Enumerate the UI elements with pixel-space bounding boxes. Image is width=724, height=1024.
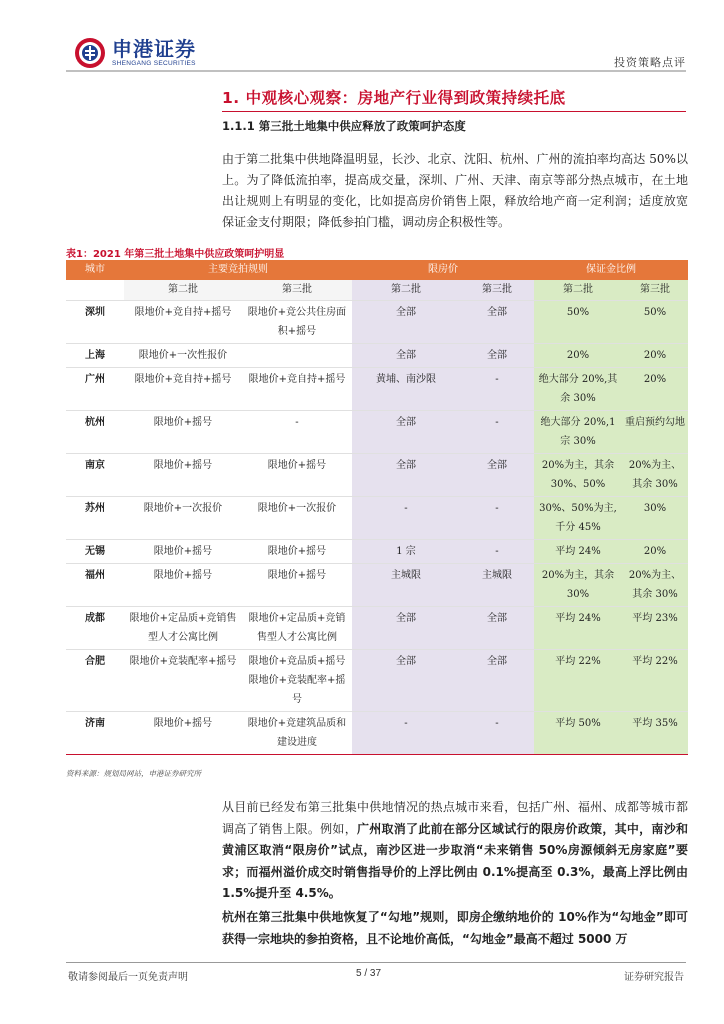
cell-deposit-batch3: 30% xyxy=(622,497,688,540)
cell-rule-batch2: 限地价+定品质+竞销售型人才公寓比例 xyxy=(124,607,242,650)
cell-deposit-batch2: 绝大部分 20%,其余 30% xyxy=(534,368,622,411)
cell-price-batch2: - xyxy=(352,712,460,755)
cell-deposit-batch3: 20% xyxy=(622,368,688,411)
table-caption: 表1：2021 年第三批土地集中供应政策呵护明显 xyxy=(66,249,285,260)
cell-price-batch3: 全部 xyxy=(460,454,534,497)
cell-price-batch2: 全部 xyxy=(352,607,460,650)
table-row xyxy=(66,454,688,497)
subheader-price-batch2: 第二批 xyxy=(352,280,460,301)
cell-rule-batch3: 限地价+竞自持+摇号 xyxy=(242,368,352,411)
cell-price-batch3: - xyxy=(460,368,534,411)
cell-price-batch2: 全部 xyxy=(352,454,460,497)
cell-deposit-batch3: 平均 23% xyxy=(622,607,688,650)
table-header-row xyxy=(66,260,688,280)
table-row xyxy=(66,344,688,368)
cell-deposit-batch3: 20% xyxy=(622,540,688,564)
analysis-paragraph-normal: 从目前已经发布第三批集中供地情况的热点城市来看，包括广州、福州、成都等城市都调高了销售上限。例如， xyxy=(222,800,688,836)
table-source-note: 资料来源：规划局网站，申港证券研究所 xyxy=(66,769,201,778)
analysis-paragraph xyxy=(222,797,688,905)
cell-price-batch2: 1 宗 xyxy=(352,540,460,564)
subheader-rule-batch2: 第二批 xyxy=(124,280,242,301)
cell-rule-batch2: 限地价+竞装配率+摇号 xyxy=(124,650,242,712)
cell-rule-batch3: 限地价+定品质+竞销售型人才公寓比例 xyxy=(242,607,352,650)
table-row xyxy=(66,301,688,344)
cell-city: 苏州 xyxy=(66,497,124,540)
table-row xyxy=(66,411,688,454)
cell-city: 杭州 xyxy=(66,411,124,454)
land-supply-table xyxy=(66,260,688,755)
cell-deposit-batch2: 平均 50% xyxy=(534,712,622,755)
cell-rule-batch2: 限地价+摇号 xyxy=(124,454,242,497)
cell-deposit-batch3: 平均 35% xyxy=(622,712,688,755)
cell-deposit-batch2: 20% xyxy=(534,344,622,368)
cell-rule-batch3: - xyxy=(242,411,352,454)
cell-deposit-batch2: 50% xyxy=(534,301,622,344)
cell-rule-batch2: 限地价+竞自持+摇号 xyxy=(124,368,242,411)
cell-price-batch3: 主城限 xyxy=(460,564,534,607)
cell-rule-batch3 xyxy=(242,344,352,368)
cell-deposit-batch2: 平均 22% xyxy=(534,650,622,712)
cell-rule-batch3: 限地价+摇号 xyxy=(242,564,352,607)
header-price-limit: 限房价 xyxy=(352,260,534,280)
intro-paragraph: 由于第二批集中供地降温明显，长沙、北京、沈阳、杭州、广州的流拍率均高达 50%以上。为了降低流拍率，提高成交量，深圳、广州、天津、南京等部分热点城市，在土地出让规则上有明显的变化，比如提高房价销售上限，释放给地产商一定利润；适度放宽保证金支付期限；降低参拍门槛，调动房企积极性等。 xyxy=(222,152,688,229)
cell-deposit-batch3: 20%为主、其余 30% xyxy=(622,454,688,497)
hangzhou-paragraph: 杭州在第三批集中供地恢复了“勾地”规则，即房企缴纳地价的 10%作为“勾地金”即可获得一宗地块的参拍资格，且不论地价高低，“勾地金”最高不超过 5000 万 xyxy=(222,910,688,946)
logo-english-name: SHENGANG SECURITIES xyxy=(112,60,196,67)
cell-price-batch3: 全部 xyxy=(460,301,534,344)
cell-rule-batch2: 限地价+摇号 xyxy=(124,712,242,755)
subsection-title: 1.1.1 第三批土地集中供应释放了政策呵护态度 xyxy=(222,119,466,133)
cell-rule-batch3: 限地价+摇号 xyxy=(242,540,352,564)
cell-city: 成都 xyxy=(66,607,124,650)
cell-city: 南京 xyxy=(66,454,124,497)
cell-city: 广州 xyxy=(66,368,124,411)
cell-deposit-batch3: 20%为主、其余 30% xyxy=(622,564,688,607)
cell-rule-batch2: 限地价+摇号 xyxy=(124,540,242,564)
table-row xyxy=(66,368,688,411)
cell-price-batch3: - xyxy=(460,497,534,540)
table-row xyxy=(66,497,688,540)
cell-price-batch3: - xyxy=(460,712,534,755)
subheader-deposit-batch2: 第二批 xyxy=(534,280,622,301)
table-row xyxy=(66,650,688,712)
cell-rule-batch2: 限地价+摇号 xyxy=(124,411,242,454)
cell-price-batch3: - xyxy=(460,411,534,454)
section-title-underline xyxy=(222,111,686,112)
header-deposit-ratio: 保证金比例 xyxy=(534,260,688,280)
cell-price-batch2: 全部 xyxy=(352,344,460,368)
report-label: 证券研究报告 xyxy=(624,972,684,983)
cell-deposit-batch3: 50% xyxy=(622,301,688,344)
cell-deposit-batch3: 重启预约勾地 xyxy=(622,411,688,454)
cell-deposit-batch3: 20% xyxy=(622,344,688,368)
cell-price-batch3: 全部 xyxy=(460,607,534,650)
logo-chinese-name: 申港证券 xyxy=(112,37,196,61)
table-subheader-row xyxy=(66,280,688,301)
disclaimer-note: 敬请参阅最后一页免责声明 xyxy=(68,972,188,983)
subheader-rule-batch3: 第三批 xyxy=(242,280,352,301)
table-row xyxy=(66,540,688,564)
cell-price-batch2: 黄埔、南沙限 xyxy=(352,368,460,411)
cell-rule-batch3: 限地价+竞建筑品质和建设进度 xyxy=(242,712,352,755)
cell-city: 福州 xyxy=(66,564,124,607)
cell-deposit-batch2: 20%为主，其余 30% xyxy=(534,564,622,607)
shengang-logo-icon xyxy=(74,37,106,69)
cell-rule-batch2: 限地价+一次性报价 xyxy=(124,344,242,368)
cell-rule-batch2: 限地价+摇号 xyxy=(124,564,242,607)
cell-deposit-batch2: 平均 24% xyxy=(534,607,622,650)
cell-city: 合肥 xyxy=(66,650,124,712)
cell-city: 上海 xyxy=(66,344,124,368)
table-row xyxy=(66,564,688,607)
cell-price-batch2: - xyxy=(352,497,460,540)
cell-deposit-batch2: 绝大部分 20%,1 宗 30% xyxy=(534,411,622,454)
company-logo xyxy=(74,33,224,73)
cell-deposit-batch2: 30%、50%为主,千分 45% xyxy=(534,497,622,540)
cell-deposit-batch2: 20%为主，其余 30%、50% xyxy=(534,454,622,497)
cell-price-batch3: 全部 xyxy=(460,344,534,368)
cell-price-batch2: 全部 xyxy=(352,301,460,344)
cell-rule-batch2: 限地价+一次报价 xyxy=(124,497,242,540)
subheader-deposit-batch3: 第三批 xyxy=(622,280,688,301)
cell-rule-batch3: 限地价+摇号 xyxy=(242,454,352,497)
cell-price-batch2: 全部 xyxy=(352,411,460,454)
header-bidding-rule: 主要竞拍规则 xyxy=(124,260,352,280)
header-city: 城市 xyxy=(66,260,124,280)
cell-rule-batch2: 限地价+竞自持+摇号 xyxy=(124,301,242,344)
report-type-label: 投资策略点评 xyxy=(614,56,686,69)
table-row xyxy=(66,607,688,650)
footer-divider xyxy=(66,962,686,963)
cell-rule-batch3: 限地价+竞公共住房面积+摇号 xyxy=(242,301,352,344)
cell-rule-batch3: 限地价+竞品质+摇号 限地价+竞装配率+摇号 xyxy=(242,650,352,712)
subheader-price-batch3: 第三批 xyxy=(460,280,534,301)
cell-price-batch3: 全部 xyxy=(460,650,534,712)
analysis-paragraph-bold: 广州取消了此前在部分区域试行的限房价政策，其中，南沙和黄浦区取消“限房价”试点，南沙区进一步取消“未来销售 50%房源倾斜无房家庭”要求；而福州溢价成交时销售指导价的上浮比例由 0.1%提高至 0.3%，最高上浮比例由 1.5%提升至 4.5%。 xyxy=(222,821,688,900)
cell-city: 济南 xyxy=(66,712,124,755)
cell-city: 无锡 xyxy=(66,540,124,564)
section-title: 1. 中观核心观察：房地产行业得到政策持续托底 xyxy=(222,89,566,107)
cell-city: 深圳 xyxy=(66,301,124,344)
cell-deposit-batch2: 平均 24% xyxy=(534,540,622,564)
cell-price-batch3: - xyxy=(460,540,534,564)
table-row xyxy=(66,712,688,755)
cell-rule-batch3: 限地价+一次报价 xyxy=(242,497,352,540)
header-divider xyxy=(66,70,686,72)
cell-price-batch2: 全部 xyxy=(352,650,460,712)
page-number: 5 / 37 xyxy=(356,968,382,979)
cell-price-batch2: 主城限 xyxy=(352,564,460,607)
cell-deposit-batch3: 平均 22% xyxy=(622,650,688,712)
